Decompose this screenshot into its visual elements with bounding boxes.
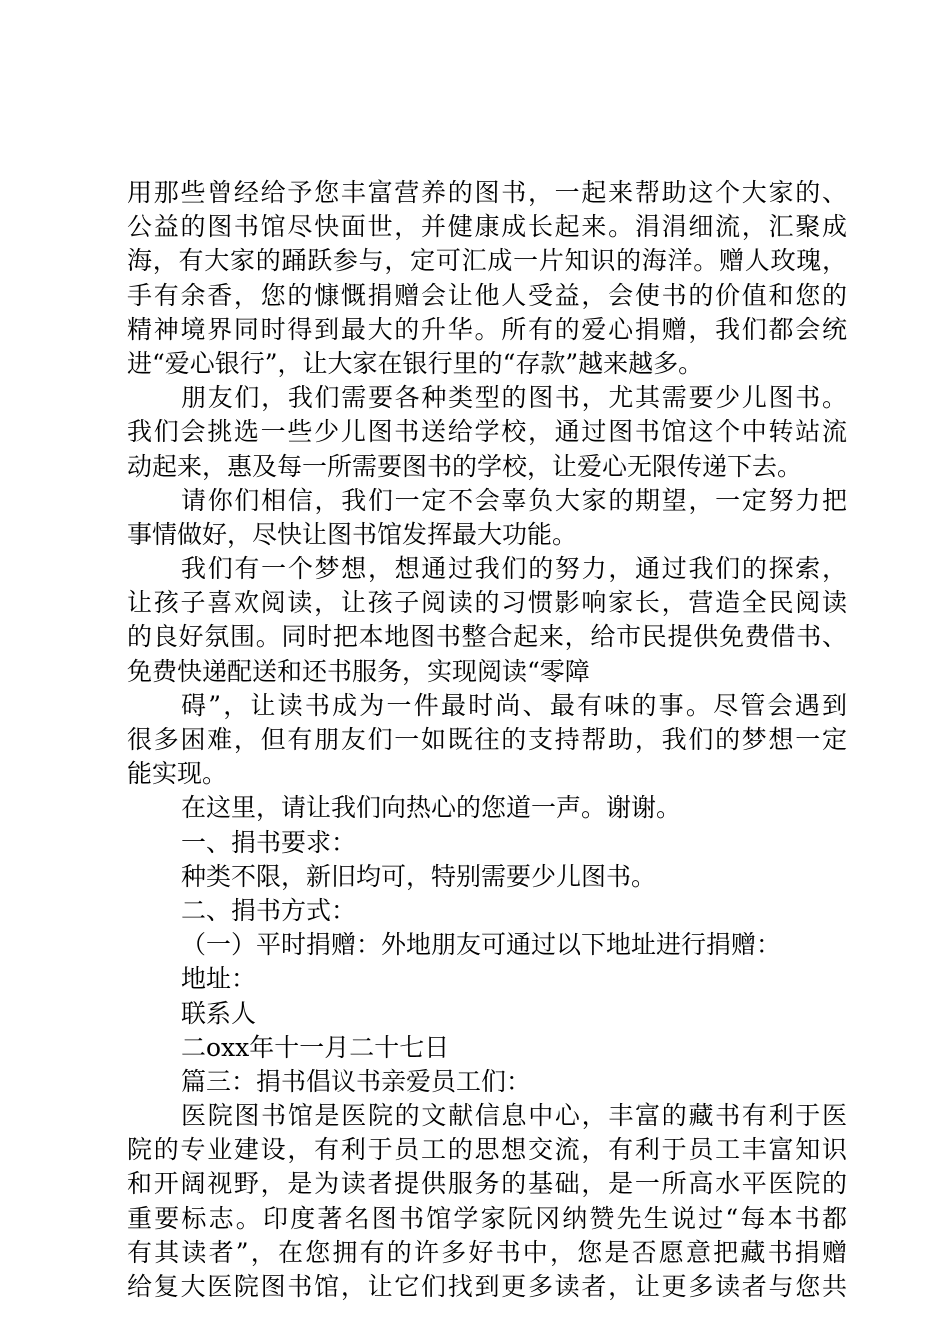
text-line: 请你们相信，我们一定不会辜负大家的期望，一定努力把 [181, 485, 847, 515]
text-line: 和开阔视野，是为读者提供服务的基础，是一所高水平医院的 [127, 1169, 847, 1199]
text-line: 用那些曾经给予您丰富营养的图书，一起来帮助这个大家的、 [127, 178, 847, 207]
text-line: 手有余香，您的慷慨捐赠会让他人受益，会使书的价值和您的 [127, 280, 847, 310]
text-line: 公益的图书馆尽快面世，并健康成长起来。涓涓细流，汇聚成 [127, 212, 847, 242]
text-line: 很多困难，但有朋友们一如既往的支持帮助，我们的梦想一定 [127, 725, 847, 754]
text-line: 海，有大家的踊跃参与，定可汇成一片知识的海洋。赠人玫瑰， [127, 246, 847, 276]
text-line: 一、捐书要求： [181, 827, 357, 857]
text-line: 精神境界同时得到最大的升华。所有的爱心捐赠，我们都会统 [127, 314, 847, 344]
text-line: 免费快递配送和还书服务，实现阅读“零障 [127, 656, 590, 686]
text-line: 院的专业建设，有利于员工的思想交流，有利于员工丰富知识 [127, 1135, 847, 1165]
text-line: 让孩子喜欢阅读，让孩子阅读的习惯影响家长，营造全民阅读 [127, 588, 847, 618]
document-body [127, 176, 847, 1304]
text-line: 我们会挑选一些少儿图书送给学校，通过图书馆这个中转站流 [127, 417, 847, 447]
text-line: 联系人 [181, 998, 257, 1028]
text-line: 二、捐书方式： [181, 895, 357, 925]
text-line: 有其读者”，在您拥有的许多好书中，您是否愿意把藏书捐赠 [127, 1237, 847, 1267]
text-line: 二oxx年十一月二十七日 [181, 1032, 450, 1062]
text-line: 朋友们，我们需要各种类型的图书，尤其需要少儿图书。 [181, 383, 847, 413]
text-line: 在这里，请让我们向热心的您道一声。谢谢。 [181, 793, 682, 823]
text-line: 的良好氛围。同时把本地图书整合起来，给市民提供免费借书、 [127, 622, 847, 652]
text-line: 动起来，惠及每一所需要图书的学校，让爱心无限传递下去。 [127, 451, 803, 481]
text-line: （一）平时捐赠：外地朋友可通过以下地址进行捐赠： [181, 930, 782, 960]
text-line: 医院图书馆是医院的文献信息中心，丰富的藏书有利于医 [181, 1101, 847, 1131]
text-line: 给复大医院图书馆，让它们找到更多读者，让更多读者与您共 [127, 1272, 847, 1301]
text-line: 事情做好，尽快让图书馆发挥最大功能。 [127, 519, 578, 549]
text-line: 进“爱心银行”，让大家在银行里的“存款”越来越多。 [127, 348, 704, 378]
text-line: 能实现。 [127, 759, 228, 789]
text-line: 重要标志。印度著名图书馆学家阮冈纳赞先生说过“每本书都 [127, 1203, 847, 1233]
text-line: 碍”，让读书成为一件最时尚、最有味的事。尽管会遇到 [181, 690, 847, 720]
text-line: 篇三：捐书倡议书亲爱员工们： [181, 1066, 532, 1096]
text-line: 种类不限，新旧均可，特别需要少儿图书。 [181, 861, 657, 891]
text-line: 我们有一个梦想，想通过我们的努力，通过我们的探索， [181, 554, 847, 584]
text-line: 地址： [181, 964, 257, 994]
